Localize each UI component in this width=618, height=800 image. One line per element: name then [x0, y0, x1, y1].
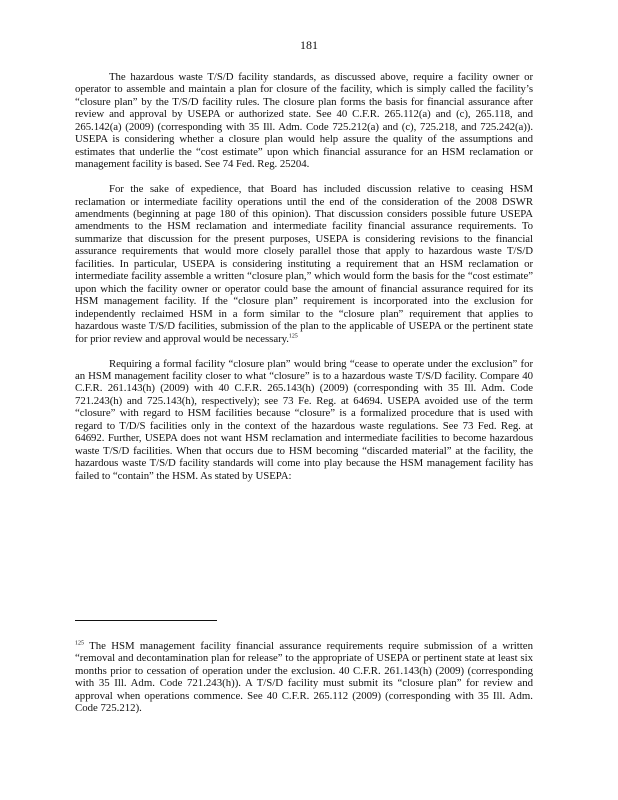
body-text [75, 71, 533, 482]
paragraph-expedience: For the sake of expedience, that Board has included discussion relative to ceasing HSM reclamation or intermediate facility operations until the end of the consideration of the 2008 DSWR amendments (beginning at page 180 of this opinion). That discussion considers possible future USEPA amendments to the HSM reclamation and intermediate facility financial assurance requirements. To summarize that discussion for the present purposes, USEPA is considering revisions to the financial assurance requirements that would more closely parallel those that apply to hazardous waste T/S/D facilities. In particular, USEPA is considering instituting a requirement that an HSM reclamation or intermediate facility assemble a written “closure plan,” which would form the basis for the “cost estimate” upon which the facility owner or operator could base the amount of financial assurance required for its HSM management facility. If the “closure plan” requirement is incorporated into the exclusion for independently reclaimed HSM in a form similar to the “closure plan” requirement that applies to hazardous waste T/S/D facilities, submission of the plan to the applicable of USEPA or the pertinent state for prior review and approval would be necessary.$^{125}$ [75, 183, 533, 345]
footnote-text: The HSM management facility financial assurance requirements require submission of a written “removal and decontamination plan for release” to the appropriate of USEPA or pertinent state at least six months prior to cessation of operation under the exclusion. 40 C.F.R. 261.143(h) (2009) (corresponding with 35 Ill. Adm. Code 721.243(h)). A T/S/D facility must submit its “closure plan” for review and approval when operations commence. See 40 C.F.R. 265.112 (2009) (corresponding with 35 Ill. Adm. Code 725.212). [75, 640, 533, 715]
footnote [75, 640, 533, 715]
page-number: 181 [300, 38, 318, 52]
footnote-reference[interactable]: 125 [288, 332, 298, 339]
paragraph-formal-closure: Requiring a formal facility “closure plan” would bring “cease to operate under the exclusion” for an HSM management facility closer to what “closure” is to a hazardous waste T/S/D facility. Compare 40 C.F.R. 261.143(h) (2009) with 40 C.F.R. 265.143(h) (2009) (corresponding with 35 Ill. Adm. Code 721.243(h) and 725.143(h), respectively); see 73 Fe. Reg. at 64694. USEPA avoided use of the term “closure” with regard to HSM facilities because “closure” is a formalized procedure that is used with regard to T/D/S facilities only in the context of the hazardous waste regulations. See 73 Fed. Reg. at 64692. Further, USEPA does not want HSM reclamation and intermediate facilities to become hazardous waste T/S/D facilities. When that occurs due to HSM becoming “discarded material” at the facility, the hazardous waste T/S/D facility standards will come into play because the HSM management facility has failed to “contain” the HSM. As stated by USEPA: [75, 357, 533, 482]
footnote-divider [75, 620, 217, 621]
paragraph-closure-plan: The hazardous waste T/S/D facility standards, as discussed above, require a facility owner or operator to assemble and maintain a plan for closure of the facility, which is simply called the facility’s “closure plan” by the T/S/D facility rules. The closure plan forms the basis for financial assurance after review and approval by USEPA or authorized state. See 40 C.F.R. 265.112(a) and (c), 265.118, and 265.142(a) (2009) (corresponding with 35 Ill. Adm. Code 725.212(a) and (c), 725.218, and 725.242(a)). USEPA is considering whether a closure plan would help assure the quality of the assumptions and estimates that underlie the “cost estimate” upon which financial assurance for an HSM reclamation or management facility is based. See 74 Fed. Reg. 25204. [75, 71, 533, 171]
footnote-number: 125 [75, 640, 84, 647]
